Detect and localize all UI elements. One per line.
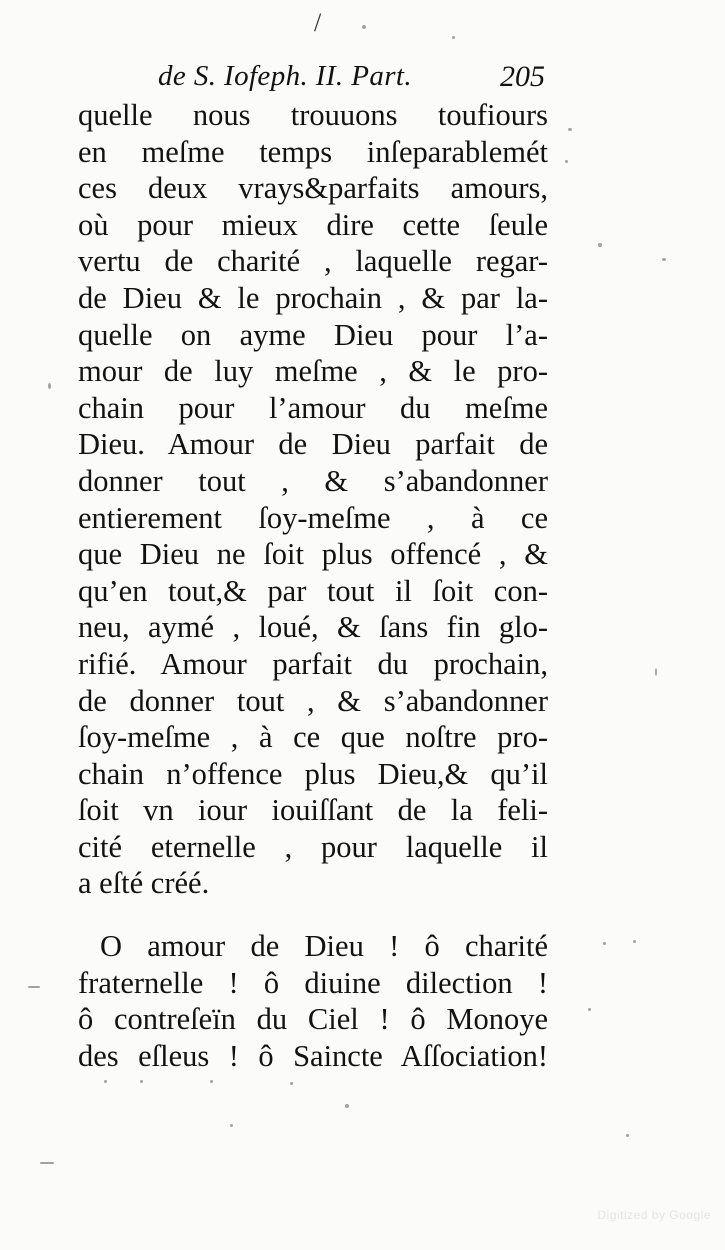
ink-speck (104, 1080, 107, 1083)
text-line: chain pour l’amour du meſme (78, 390, 548, 425)
text-line: entierement ſoy-meſme , à ce (78, 500, 548, 535)
running-head: de S. Iofeph. II. Part. (158, 60, 413, 92)
text-line: ſoit vn iour iouiſſant de la feli- (78, 793, 548, 828)
text-line: où pour mieux dire cette ſeule (78, 207, 548, 242)
ink-speck (230, 1124, 233, 1127)
ink-speck (633, 940, 636, 943)
ink-speck (655, 668, 657, 676)
ink-speck (345, 1104, 349, 1108)
text-line: ces deux vrays&parfaits amours, (78, 171, 548, 206)
ink-speck (662, 258, 666, 261)
paragraph-2 (78, 928, 548, 1074)
ink-speck (48, 383, 51, 389)
paragraph-1 (78, 97, 548, 902)
paragraph-gap (78, 902, 548, 928)
ink-speck (568, 128, 572, 131)
text-line: mour de luy meſme , & le pro- (78, 354, 548, 389)
text-line: quelle on ayme Dieu pour l’a- (78, 317, 548, 352)
text-line: quelle nous trouuons toufiours (78, 98, 548, 132)
ink-speck (140, 1080, 143, 1083)
text-line: ô contreſeïn du Ciel ! ô Monoye (78, 1002, 548, 1037)
text-line: des eſleus ! ô Saincte Aſſociation! (78, 1038, 548, 1073)
ink-speck (603, 942, 606, 945)
text-line: vertu de charité , laquelle regar- (78, 244, 548, 279)
page-number: 205 (500, 60, 545, 93)
ink-speck (598, 243, 602, 247)
text-line: a eſté créé. (78, 866, 210, 901)
text-line: en meſme temps inſeparablemét (78, 134, 548, 169)
ink-speck (28, 986, 40, 988)
text-line: fraternelle ! ô diuine dilection ! (78, 965, 548, 1000)
text-line: de donner tout , & s’abandonner (78, 683, 548, 718)
ink-speck (565, 160, 568, 163)
text-line: rifié. Amour parfait du prochain, (78, 646, 548, 681)
ink-speck (210, 1080, 213, 1083)
text-line: donner tout , & s’abandonner (78, 463, 548, 498)
ink-speck (626, 1134, 629, 1137)
ink-mark: / (314, 8, 322, 37)
ink-speck (362, 25, 366, 29)
ink-speck (40, 1162, 54, 1164)
text-line: que Dieu ne ſoit plus offencé , & (78, 537, 548, 572)
text-line: qu’en tout,& par tout il ſoit con- (78, 573, 548, 608)
text-line: de Dieu & le prochain , & par la- (78, 280, 548, 315)
ink-speck (452, 36, 455, 39)
text-line: ſoy-meſme , à ce que noſtre pro- (78, 720, 548, 755)
text-line: Dieu. Amour de Dieu parfait de (78, 427, 548, 462)
watermark: Digitized by Google (597, 1208, 711, 1222)
body-text (78, 97, 548, 1074)
text-line: chain n’offence plus Dieu,& qu’il (78, 756, 548, 791)
ink-speck (290, 1082, 293, 1085)
ink-speck (588, 1008, 591, 1011)
text-line: cité eternelle , pour laquelle il (78, 829, 548, 864)
text-line: O amour de Dieu ! ô charité (100, 929, 548, 964)
text-line: neu, aymé , loué, & ſans fin glo- (78, 610, 548, 645)
